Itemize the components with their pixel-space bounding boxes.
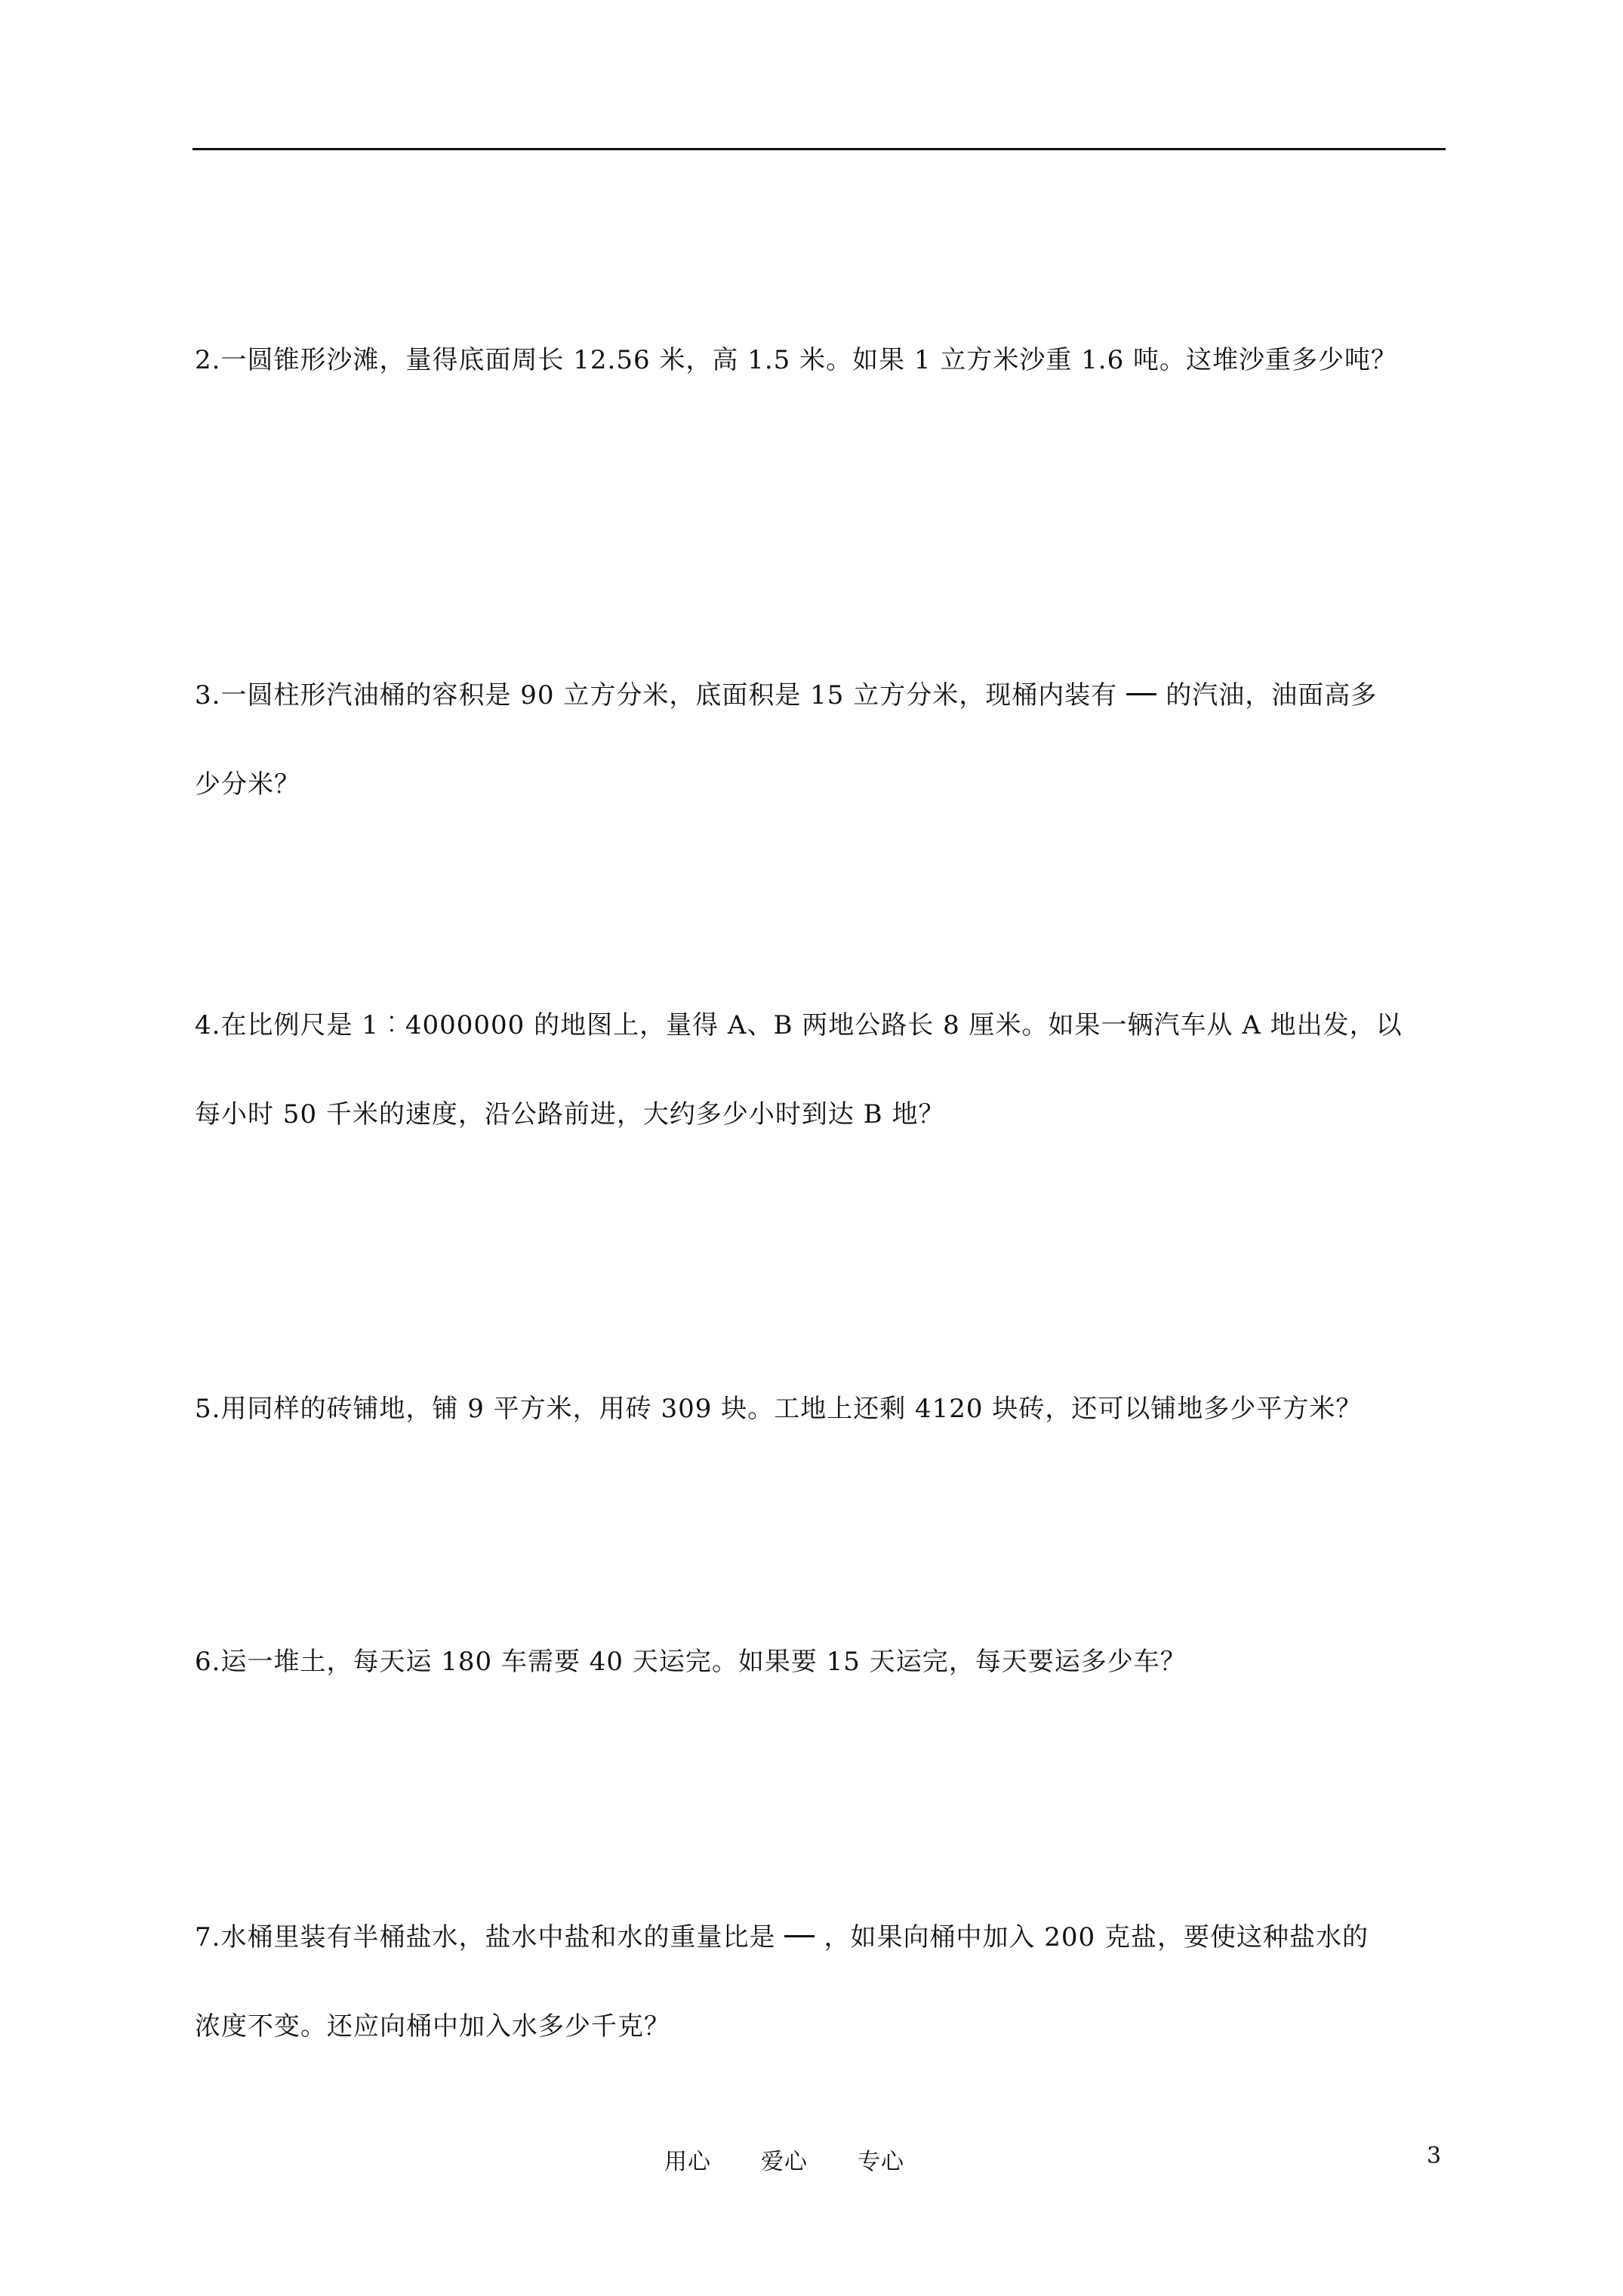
problem-5: [195, 1364, 1448, 1453]
problem-3-text-after-fraction: 的汽油，油面高多: [1166, 680, 1378, 710]
problem-3-line-1: [195, 651, 1448, 740]
problem-7-line-2: 浓度不变。还应向桶中加入水多少千克？: [195, 2011, 670, 2042]
problem-2: [195, 316, 1448, 405]
problem-7-line-1: [195, 1893, 1448, 1982]
problem-5-line-1: 5.用同样的砖铺地，铺 9 平方米，用砖 309 块。工地上还剩 4120 块砖，还可以铺地多少平方米？: [195, 1394, 1363, 1424]
footer-text-left: 用心: [664, 2149, 711, 2175]
problem-4: [195, 981, 1448, 1159]
fraction-bar: [784, 1935, 815, 1937]
page-number: 3: [1427, 2143, 1442, 2169]
problem-6-line-1: 6.运一堆土，每天运 180 车需要 40 天运完。如果要 15 天运完，每天要运多少车？: [195, 1647, 1187, 1677]
footer-text-right: 专心: [858, 2149, 904, 2175]
problem-4-line-1: 4.在比例尺是 1︰4000000 的地图上，量得 A、B 两地公路长 8 厘米。如果一辆汽车从 A 地出发，以: [195, 1010, 1403, 1040]
footer-text-middle: 爱心: [761, 2149, 808, 2175]
problem-3: [195, 651, 1448, 829]
problem-6: [195, 1617, 1448, 1706]
problem-7-text-before-fraction: 7.水桶里装有半桶盐水，盐水中盐和水的重量比是: [195, 1922, 776, 1952]
problem-3-line-2: 少分米？: [195, 769, 300, 800]
page-footer: [664, 2143, 904, 2176]
fraction-bar: [1126, 693, 1156, 695]
problem-3-text-before-fraction: 3.一圆柱形汽油桶的容积是 90 立方分米，底面积是 15 立方分米，现桶内装有: [195, 680, 1118, 710]
header-rule: [192, 148, 1446, 150]
problem-2-line-1: 2.一圆锥形沙滩，量得底面周长 12.56 米，高 1.5 米。如果 1 立方米沙重 1.6 吨。这堆沙重多少吨？: [195, 345, 1398, 375]
problem-7: [195, 1893, 1448, 2071]
problem-7-text-after-fraction: ，如果向桶中加入 200 克盐，要使这种盐水的: [824, 1922, 1369, 1952]
problem-4-line-2: 每小时 50 千米的速度，沿公路前进，大约多少小时到达 B 地？: [195, 1099, 945, 1130]
